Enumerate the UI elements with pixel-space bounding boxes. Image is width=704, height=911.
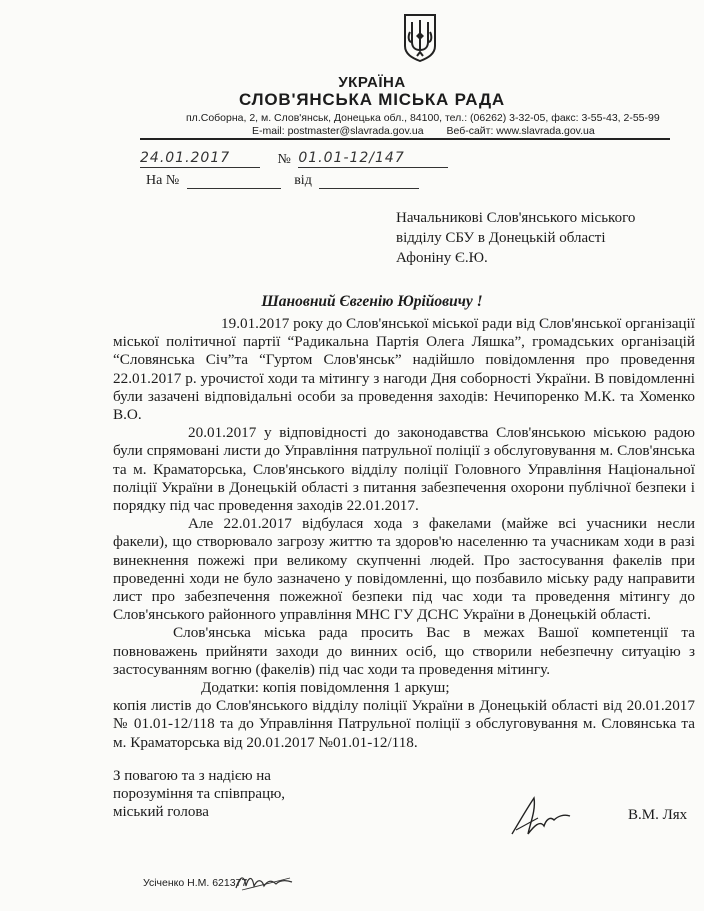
recipient-block <box>396 208 635 268</box>
handwritten-signature <box>508 790 578 840</box>
letter-body <box>113 315 695 752</box>
body-paragraph: 20.01.2017 у відповідності до законодавства Слов'янською міською радою були спрямовані листи до Управління патрульної поліції з обслуговування м. Слов'янська та м. Краматорська, Слов'янського відділу поліції Головного Управління Національної поліції України в Донецькій області з питання забезпечення охорони публічної безпеки і порядку під час проведення заходів 22.01.2017. <box>113 424 695 515</box>
outgoing-date: 24.01.2017 <box>140 150 231 166</box>
signer-name: В.М. Лях <box>628 807 688 823</box>
recipient-line: Начальникові Слов'янського міського <box>396 210 636 226</box>
executor-signature <box>232 868 302 896</box>
reply-registration <box>146 173 419 189</box>
executor-info: Усіченко Н.М. 621377 <box>143 877 248 889</box>
closing-line: міський голова <box>113 804 209 820</box>
closing-block <box>113 767 285 821</box>
website-text: Веб-сайт: www.slavrada.gov.ua <box>446 125 595 137</box>
address-line: пл.Соборна, 2, м. Слов'янськ, Донецька обл., 84100, тел.: (06262) 3-32-05, факс: 3-55-43, 2-55-99 <box>186 112 660 124</box>
country-name: УКРАЇНА <box>338 74 406 91</box>
salutation: Шановний Євгенію Юрійовичу ! <box>261 293 483 310</box>
recipient-line: відділу СБУ в Донецькій області <box>396 230 606 246</box>
reply-label: На № <box>146 173 180 188</box>
attachments-list: копія листів до Слов'янського відділу поліції України в Донецькій області від 20.01.2017 № 01.01-12/118 та до Управління Патрульної поліції з обслуговування м. Словянська та м. Краматорська від 20.01.2017 №01.01-12/118. <box>113 697 695 751</box>
reply-number-field <box>187 174 281 189</box>
attachments-heading: Додатки: копія повідомлення 1 аркуш; <box>201 679 450 697</box>
outgoing-registration <box>140 150 448 168</box>
recipient-line: Афоніну Є.Ю. <box>396 250 488 266</box>
trident-emblem-icon <box>402 12 438 62</box>
from-label: від <box>294 173 312 188</box>
closing-line: порозуміння та співпрацю, <box>113 786 286 802</box>
body-paragraph: 19.01.2017 року до Слов'янської міської ради від Слов'янської організації міської політичної партії “Радикальна Партія Олега Ляшка”, громадських організацій “Словянська Січ”та “Гуртом Слов'янськ” надійшло повідомлення про проведення 22.01.2017 р. урочистої ходи та мітингу з нагоди Дня соборності України. В повідомленні були зазачені відповідальні особи за проведення заходів: Нечипоренко М.К. та Хоменко В.О. <box>113 315 695 424</box>
outgoing-number: 01.01-12/147 <box>298 150 405 166</box>
email-text: E-mail: postmaster@slavrada.gov.ua <box>252 125 424 137</box>
number-sign: № <box>277 152 291 167</box>
reply-date-field <box>319 174 419 189</box>
outgoing-number-field <box>298 150 448 168</box>
body-paragraph: Але 22.01.2017 відбулася хода з факелами (майже всі учасники несли факели), що створювало загрозу життю та здоров'ю населенню та учасникам ходи в разі винекнення пожежі при великому скупченні людей. Про застосування факелів при проведенні ходи не було зазначено у повідомленні, що позбавило міську раду направити лист про забезпечення пожежної безпеки під час ходи та проведення мітингу до Слов'янського районного управління МНС ГУ ДСНС України в Донецькій області. <box>113 515 695 624</box>
body-paragraph: Слов'янська міська рада просить Вас в межах Вашої компетенції та повноважень прийняти заходи до винних осіб, що створили небезпечну ситуацію з застосуванням вогню (факелів) під час ходи та проведення мітингу. <box>113 624 695 678</box>
contacts-line <box>252 125 595 137</box>
header-divider <box>140 138 670 140</box>
closing-line: З повагою та з надією на <box>113 768 271 784</box>
outgoing-date-field <box>140 150 260 168</box>
organization-name: СЛОВ'ЯНСЬКА МІСЬКА РАДА <box>239 90 505 109</box>
